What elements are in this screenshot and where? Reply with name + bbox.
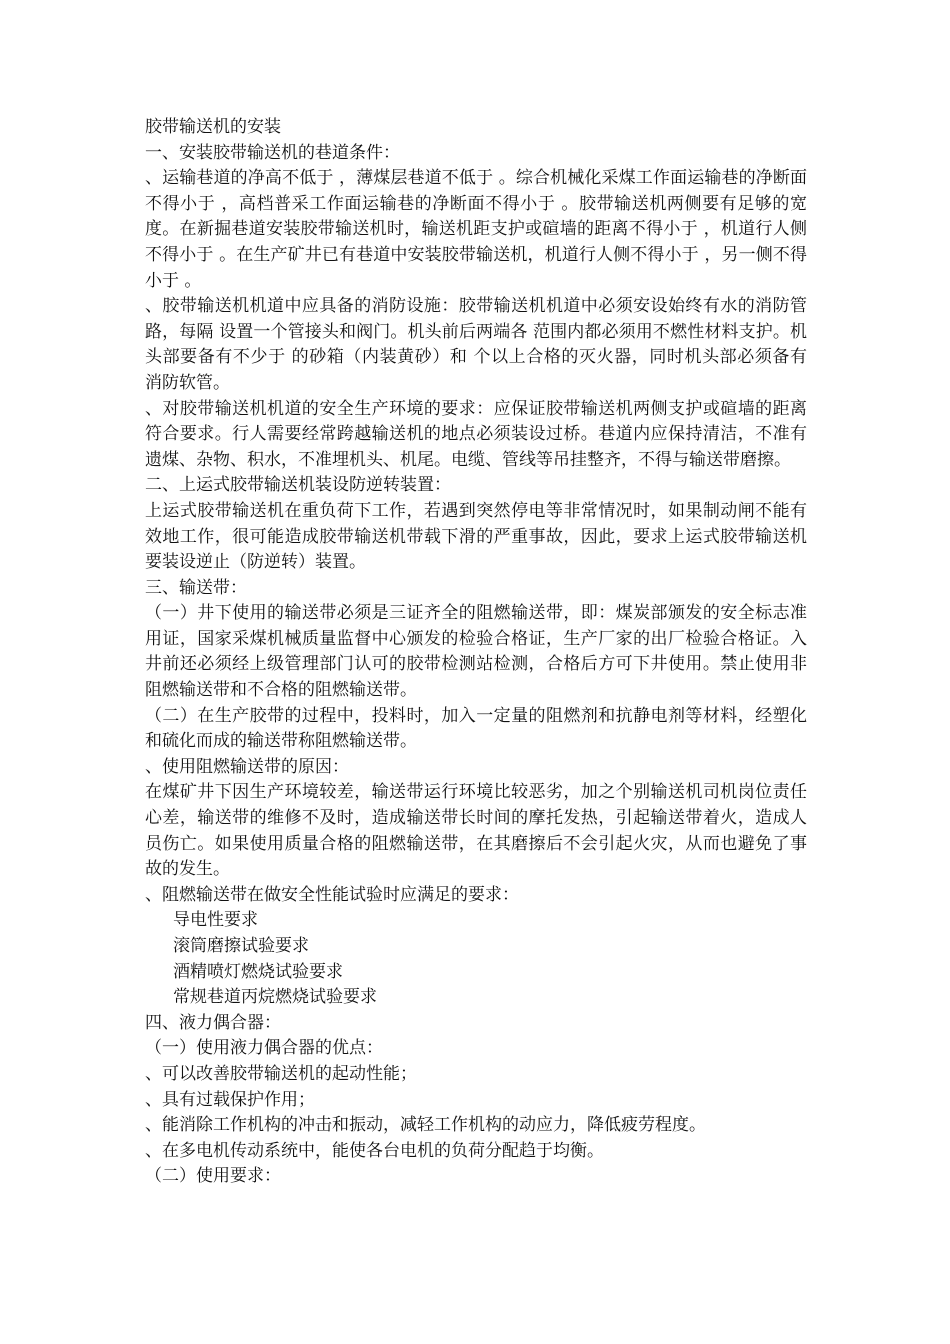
- document-title: 胶带输送机的安装: [145, 117, 281, 137]
- list-item: 、在多电机传动系统中，能使各台电机的负荷分配趋于均衡。: [145, 1140, 604, 1161]
- paragraph: 、胶带输送机机道中应具备的消防设施：胶带输送机机道中必须安设始终有水的消防管路，每隔 设置一个管接头和阀门。机头前后两端各 范围内都必须用不燃性材料支护。机头部要备有不少于 的砂箱（内装黄砂）和 个以上合格的灭火器，同时机头部必须备有 消防软管。: [145, 296, 807, 393]
- paragraph: （二）在生产胶带的过程中，投料时，加入一定量的阻燃剂和抗静电剂等材料，经塑化和硫化而成的输送带称阻燃输送带。: [145, 705, 807, 752]
- section-heading: 二、上运式胶带输送机装设防逆转装置：: [145, 475, 451, 496]
- list-item: 、能消除工作机构的冲击和振动，减轻工作机构的动应力，降低疲劳程度。: [145, 1115, 706, 1136]
- section-heading: 一、安装胶带输送机的巷道条件：: [145, 142, 400, 163]
- requirement-item: 导电性要求: [173, 910, 258, 931]
- requirement-item: 酒精喷灯燃烧试验要求: [173, 961, 343, 982]
- paragraph: 在煤矿井下因生产环境较差，输送带运行环境比较恶劣，加之个别输送机司机岗位责任心差，输送带的维修不及时，造成输送带长时间的摩托发热，引起输送带着火，造成人员伤亡。如果使用质量合格的阻燃输送带，在其磨擦后不会引起火灾，从而也避免了事故的发生。: [145, 782, 807, 880]
- requirement-item: 滚筒磨擦试验要求: [173, 936, 309, 956]
- subheading: （一）使用液力偶合器的优点：: [145, 1038, 383, 1059]
- section-heading: 四、液力偶合器：: [145, 1012, 281, 1033]
- requirement-item: 常规巷道丙烷燃烧试验要求: [173, 987, 377, 1008]
- subheading: 、阻燃输送带在做安全性能试验时应满足的要求：: [145, 884, 519, 905]
- paragraph: 上运式胶带输送机在重负荷下工作，若遇到突然停电等非常情况时，如果制动闸不能有效地工作，很可能造成胶带输送机带载下滑的严重事故，因此，要求上运式胶带输送机要装设逆止（防逆转）装置。: [145, 500, 807, 573]
- subheading: 、使用阻燃输送带的原因：: [145, 756, 349, 777]
- paragraph: （一）井下使用的输送带必须是三证齐全的阻燃输送带，即：煤炭部颁发的安全标志准用证，国家采煤机械质量监督中心颁发的检验合格证，生产厂家的出厂检验合格证。入井前还必须经上级管理部门认可的胶带检测站检测，合格后方可下井使用。禁止使用非阻燃输送带和不合格的阻燃输送带。: [145, 603, 807, 701]
- list-item: 、具有过载保护作用；: [145, 1089, 315, 1110]
- paragraph: 、对胶带输送机机道的安全生产环境的要求：应保证胶带输送机两侧支护或碹墙的距离符合要求。行人需要经常跨越输送机的地点必须装设过桥。巷道内应保持清洁，不准有遗煤、杂物、积水，不准埋机头、机尾。电缆、管线等吊挂整齐，不得与输送带磨擦。: [145, 398, 807, 470]
- paragraph: 、运输巷道的净高不低于 ，薄煤层巷道不低于 。综合机械化采煤工作面运输巷的净断面不得小于 ，高档普采工作面运输巷的净断面不得小于 。胶带输送机两侧要有足够的宽度。在新掘巷道安装胶带输送机时，输送机距支护或碹墙的距离不得小于 ，机道行人侧不得小于 。在生产矿井已有巷道中安装胶带输送机，机道行人侧不得小于 ，另一侧不得小于 。: [145, 168, 807, 291]
- document-body: [145, 115, 807, 1190]
- subheading: （二）使用要求：: [145, 1166, 281, 1187]
- section-heading: 三、输送带：: [145, 577, 247, 598]
- list-item: 、可以改善胶带输送机的起动性能；: [145, 1063, 417, 1084]
